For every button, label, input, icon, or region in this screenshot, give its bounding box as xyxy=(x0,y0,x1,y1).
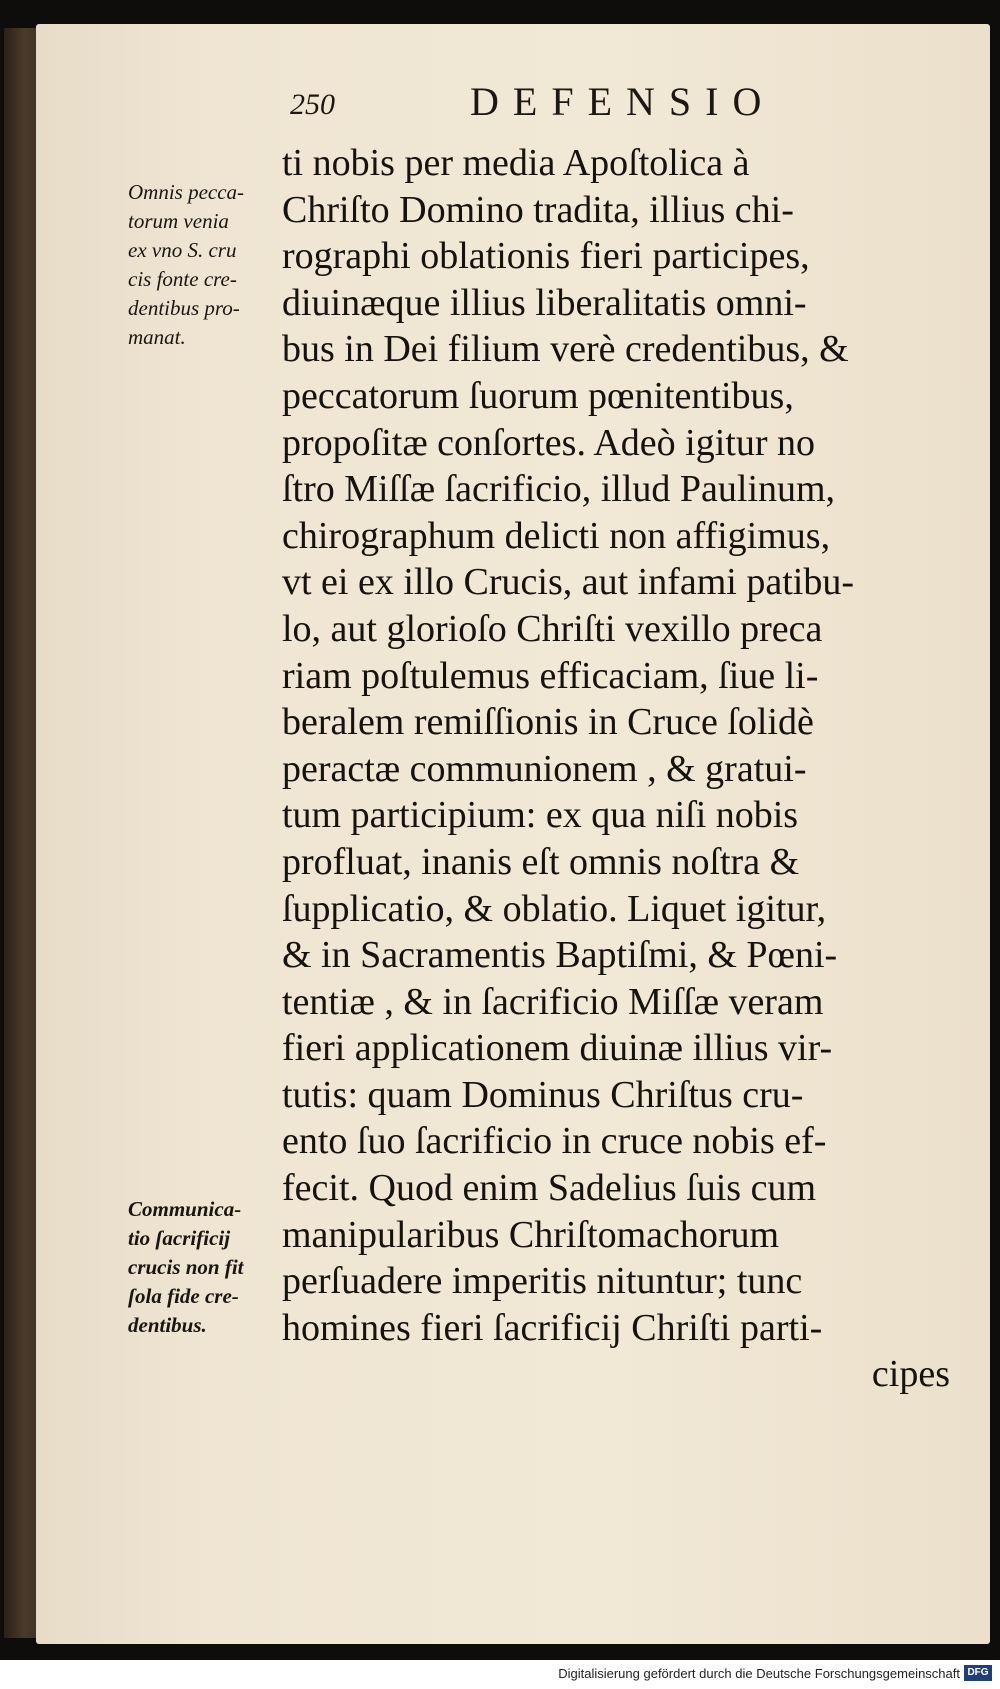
text-line: ento ſuo ſacrificio in cruce nobis ef- xyxy=(282,1120,827,1163)
dfg-logo: DFG xyxy=(964,1665,992,1681)
running-title: DEFENSIO xyxy=(470,79,776,124)
text-line: bus in Dei filium verè credentibus, & xyxy=(282,328,849,371)
margin-note-line: dentibus pro- xyxy=(128,296,240,320)
text-line: & in Sacramentis Baptiſmi, & Pœni- xyxy=(282,934,838,977)
margin-note-line: Omnis pecca- xyxy=(128,180,245,204)
text-line: perſuadere imperitis nituntur; tunc xyxy=(282,1260,803,1303)
page-header xyxy=(290,72,850,132)
text-line: ſtro Miſſæ ſacrificio, illud Paulinum, xyxy=(282,468,836,511)
margin-note xyxy=(128,1195,278,1340)
text-line: peccatorum ſuorum pœnitentibus, xyxy=(282,374,794,417)
footer-credit: Digitalisierung gefördert durch die Deutsche Forschungsgemeinschaft xyxy=(558,1666,960,1681)
text-line: propoſitæ conſortes. Adeò igitur no xyxy=(282,421,816,464)
text-line: riam poſtulemus efficaciam, ſiue li- xyxy=(282,654,819,697)
text-line: homines fieri ſacrificij Chriſti parti- xyxy=(282,1306,823,1349)
margin-note-line: crucis non fit xyxy=(128,1255,244,1279)
margin-note-line: ſola fide cre- xyxy=(128,1284,239,1308)
page-number: 250 xyxy=(290,88,335,121)
text-line: manipularibus Chriſtomachorum xyxy=(282,1213,780,1256)
text-line: chirographum delicti non affigimus, xyxy=(282,514,831,557)
text-line: ſupplicatio, & oblatio. Liquet igitur, xyxy=(282,887,827,930)
digitization-footer xyxy=(0,1660,1000,1689)
text-line: tum participium: ex qua niſi nobis xyxy=(282,794,799,837)
text-line: beralem remiſſionis in Cruce ſolidè xyxy=(282,701,814,744)
margin-note-line: ex vno S. cru xyxy=(128,238,237,262)
text-line: lo, aut glorioſo Chriſti vexillo preca xyxy=(282,607,823,650)
text-line: diuinæque illius liberalitatis omni- xyxy=(282,281,807,324)
margin-note-line: Communica- xyxy=(128,1197,242,1221)
margin-note-line: cis fonte cre- xyxy=(128,267,237,291)
margin-note-line: torum venia xyxy=(128,209,229,233)
text-line: vt ei ex illo Crucis, aut infami patibu- xyxy=(282,561,854,604)
text-line: Chriſto Domino tradita, illius chi- xyxy=(282,188,794,231)
margin-note-line: dentibus. xyxy=(128,1313,207,1337)
text-line: fieri applicationem diuinæ illius vir- xyxy=(282,1027,833,1070)
catchword: cipes xyxy=(871,1353,950,1396)
text-line: tutis: quam Dominus Chriſtus cru- xyxy=(282,1073,804,1116)
text-line: profluat, inanis eſt omnis noſtra & xyxy=(282,840,800,883)
text-line: tentiæ , & in ſacrificio Miſſæ veram xyxy=(282,980,824,1023)
margin-note-line: tio ſacrificij xyxy=(128,1226,231,1250)
text-line: fecit. Quod enim Sadelius ſuis cum xyxy=(282,1167,817,1210)
text-line: peractæ communionem , & gratui- xyxy=(282,747,807,790)
text-line: rographi oblationis fieri participes, xyxy=(282,235,810,278)
margin-note xyxy=(128,178,278,352)
body-text xyxy=(282,140,952,1398)
margin-note-line: manat. xyxy=(128,325,186,349)
text-line: ti nobis per media Apoſtolica à xyxy=(282,142,750,184)
